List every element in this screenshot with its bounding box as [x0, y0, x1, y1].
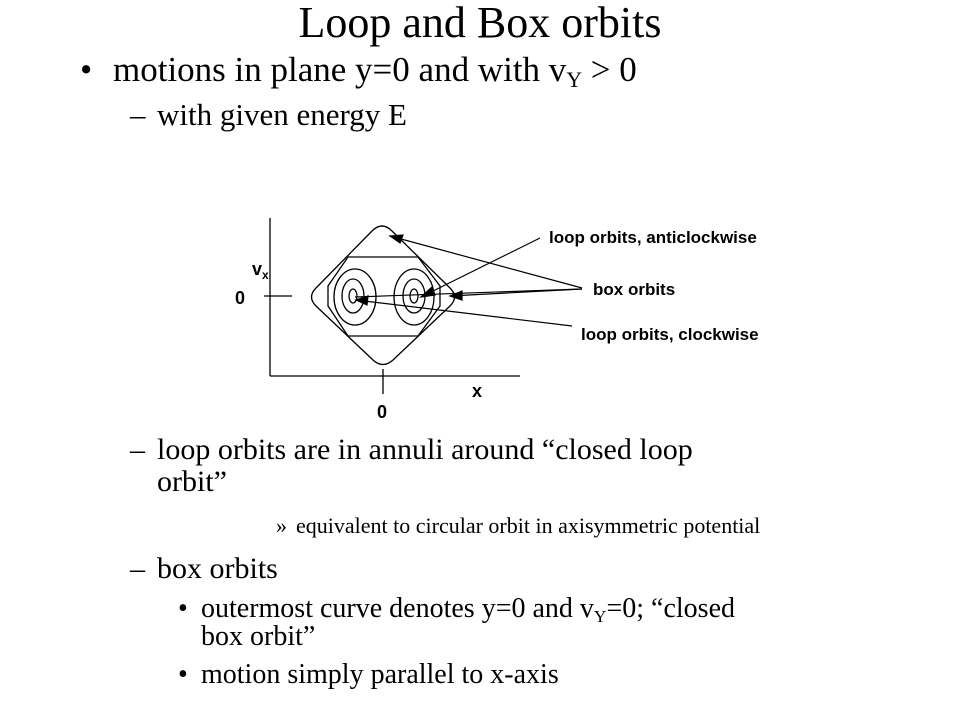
dash-marker: – [130, 552, 145, 585]
raquo-marker: » [276, 513, 287, 538]
x-axis-label: x [472, 381, 483, 401]
left-loop-inner [349, 289, 357, 303]
dot-parallel-text: motion simply parallel to x-axis [201, 659, 559, 690]
x-zero-label: 0 [377, 402, 388, 422]
label-box-orbits: box orbits [593, 280, 676, 299]
dot-outermost-line2: box orbit” [201, 621, 316, 652]
dot-outermost-suffix: =0; “closed [606, 593, 735, 624]
right-loop-inner [410, 289, 418, 303]
y-axis-label: $v_x$ [252, 259, 269, 282]
label-loop-anticlockwise: loop orbits, anticlockwise [549, 228, 757, 247]
dash-marker: – [130, 433, 145, 466]
bullet-marker: • [80, 50, 93, 89]
slide-title: Loop and Box orbits [298, 0, 662, 47]
sub-loop-text-line2: orbit” [157, 465, 227, 498]
left-loop-middle [342, 279, 364, 313]
label-loop-clockwise: loop orbits, clockwise [581, 325, 759, 344]
dash-marker: – [130, 97, 146, 132]
pointer-anticlockwise-arrowhead [421, 287, 435, 297]
sub-loop-text-line1: loop orbits are in annuli around “closed loop [157, 433, 693, 466]
bullet-motions-suffix: > 0 [581, 50, 637, 89]
sub-box-orbits-text: box orbits [157, 552, 278, 585]
pointer-box-inner-arrowhead [450, 291, 462, 300]
dot-outermost-prefix: outermost curve denotes y=0 and v [201, 593, 594, 624]
right-loop-outer [394, 269, 434, 325]
y-zero-label: 0 [235, 288, 246, 308]
pointer-box-outer-arrowhead [390, 235, 403, 243]
dot-marker: • [178, 593, 188, 624]
bullet-motions-main: motions in plane y=0 and with v [113, 50, 567, 89]
pointer-clockwise [356, 300, 572, 326]
bullet-motions-subscript: Y [566, 68, 582, 93]
dot-marker: • [178, 659, 188, 690]
pointer-box-left [355, 289, 582, 297]
dot-outermost-subscript: Y [593, 606, 607, 626]
sub-energy-text: with given energy E [157, 97, 407, 132]
subsub-equivalent-text: equivalent to circular orbit in axisymmetric potential [296, 513, 761, 538]
pointer-anticlockwise [421, 238, 540, 297]
